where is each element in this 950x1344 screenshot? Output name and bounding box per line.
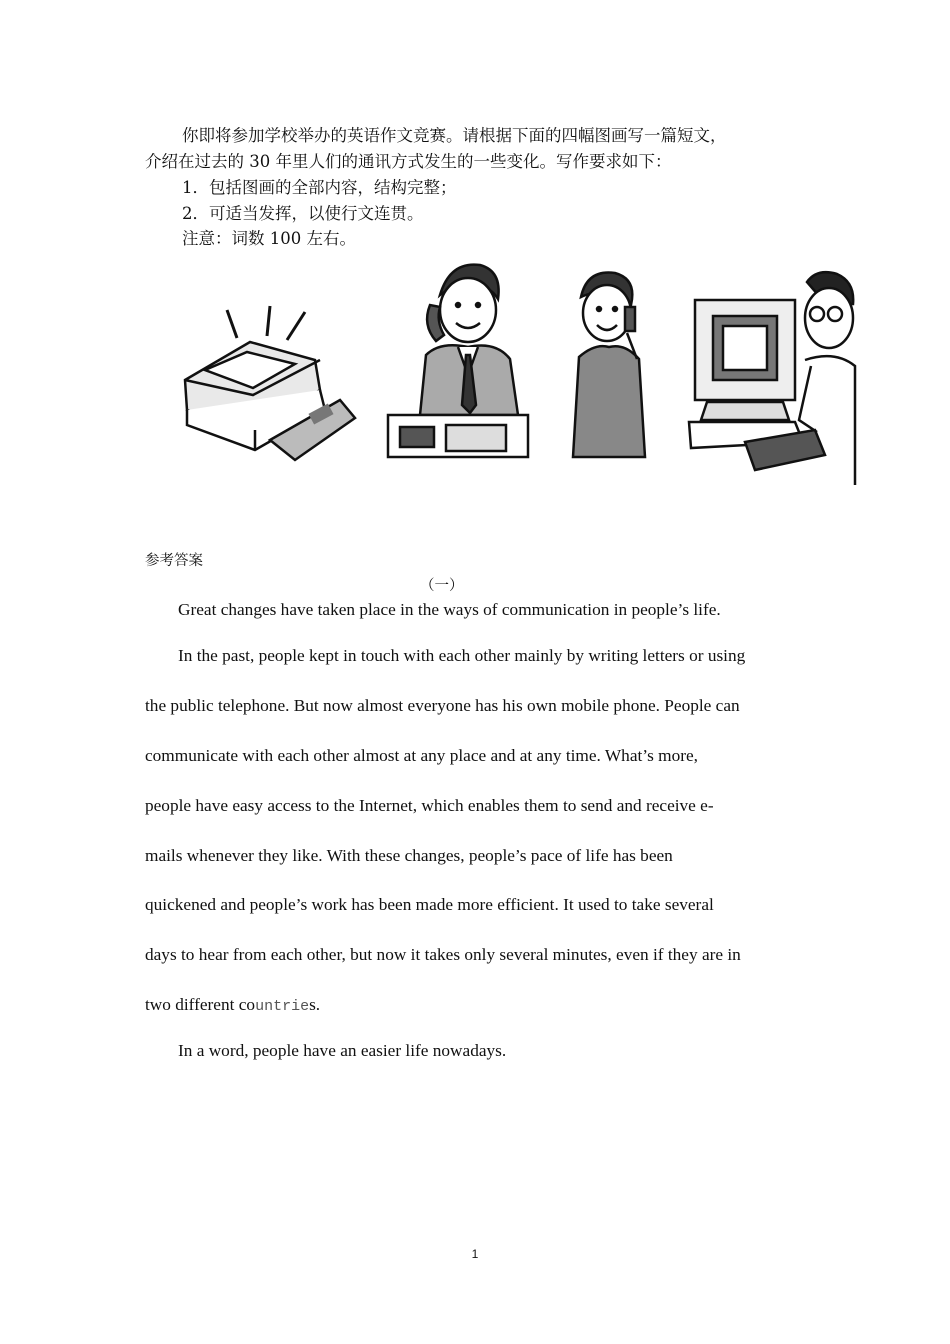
illustration-strip [175,255,865,505]
answer-text-fragment-mono: untrie [255,998,310,1015]
prompt-requirement-2: 2．可适当发挥，以使行文连贯。 [182,204,424,223]
mobile-phone-icon [565,267,655,467]
answer-paragraph-2-line-8 [145,994,320,1018]
mail-envelope-icon [175,300,365,470]
answer-heading: 参考答案 [145,553,203,569]
prompt-intro-line2: 介绍在过去的 30 年里人们的通讯方式发生的一些变化。写作要求如下： [145,152,672,171]
computer-user-icon [685,270,865,500]
prompt-intro-line1: 你即将参加学校举办的英语作文竞赛。请根据下面的四幅图画写一篇短文， [182,126,727,145]
answer-paragraph-2-line-7: days to hear from each other, but now it takes only several minutes, even if they are in [145,945,741,964]
prompt-requirement-1: 1．包括图画的全部内容，结构完整； [182,178,457,197]
answer-paragraph-2-line-2: the public telephone. But now almost everyone has his own mobile phone. People can [145,696,740,715]
answer-paragraph-2-line-1: In the past, people kept in touch with each other mainly by writing letters or using [178,646,746,665]
prompt-word-count-note: 注意：词数 100 左右。 [182,229,356,248]
answer-section-label: （一） [420,578,464,594]
answer-text-fragment: two different co [145,995,256,1014]
answer-paragraph-1: Great changes have taken place in the ways of communication in people’s life. [178,600,721,619]
answer-paragraph-2-line-3: communicate with each other almost at any place and at any time. What’s more, [145,746,698,765]
page-number: 1 [471,1247,479,1261]
desk-telephone-icon [380,255,540,465]
answer-paragraph-2-line-5: mails whenever they like. With these changes, people’s pace of life has been [145,846,673,865]
answer-paragraph-3: In a word, people have an easier life nowadays. [178,1041,507,1060]
answer-paragraph-2-line-6: quickened and people’s work has been made more efficient. It used to take several [145,895,714,914]
answer-text-fragment-end: s. [309,995,321,1014]
answer-paragraph-2-line-4: people have easy access to the Internet, which enables them to send and receive e- [145,796,714,815]
